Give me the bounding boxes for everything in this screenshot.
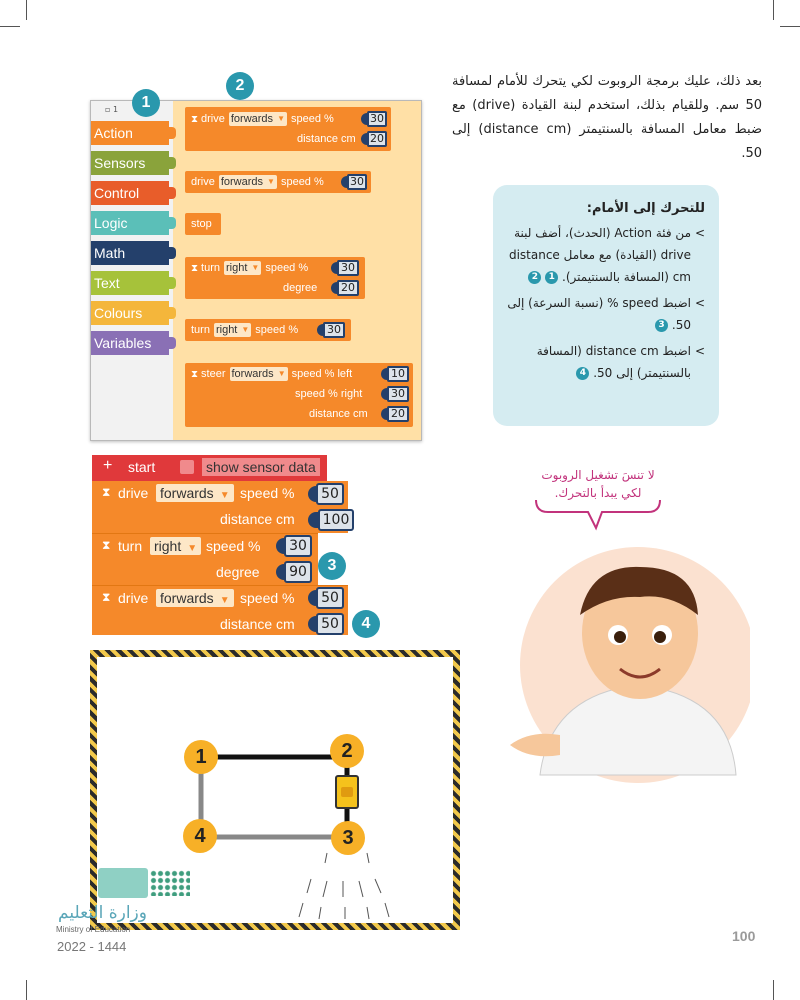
crop-mark	[773, 980, 774, 1000]
boy-illustration	[500, 545, 750, 785]
hourglass-icon: ⧗	[102, 538, 111, 552]
speed-input[interactable]: 30	[347, 174, 367, 190]
drive-label: drive	[118, 590, 149, 606]
input-socket	[308, 512, 318, 528]
speed-label: speed %	[206, 538, 261, 554]
category-text[interactable]: Text	[91, 271, 169, 295]
intro-paragraph: بعد ذلك، عليك برمجة الروبوت لكي يتحرك للأمام لمسافة 50 سم. وللقيام بذلك، استخدم لبنة القيادة (drive) مع ضبط معامل المسافة بالسنتيمتر (distance cm) إلى 50.	[452, 74, 762, 161]
waypoint-2: 2	[330, 734, 364, 768]
direction-dropdown[interactable]: forwards ▼	[156, 484, 234, 502]
right-speed-label: speed % right	[295, 388, 363, 400]
category-logic[interactable]: Logic	[91, 211, 169, 235]
direction-dropdown[interactable]: forwards ▼	[220, 176, 275, 188]
speed-input[interactable]: 30	[367, 111, 387, 127]
ministry-name-english: Ministry of Education	[56, 925, 131, 934]
speed-input[interactable]: 30	[284, 535, 312, 557]
instruction-step: > اضبط speed % (نسبة السرعة) إلى 50. 3	[507, 292, 705, 336]
robot-icon	[335, 775, 359, 809]
waypoint-3: 3	[331, 821, 365, 855]
marker-3: 3	[318, 552, 346, 580]
step-marker-1: 1	[545, 271, 558, 284]
crop-mark	[780, 26, 800, 27]
step-marker-4: 4	[576, 367, 589, 380]
palette-drive-distance-block[interactable]: ⧗ drive forwards ▼ speed % distance cm	[185, 107, 391, 151]
hourglass-icon: ⧗	[191, 368, 199, 380]
right-speed-input[interactable]: 30	[387, 386, 409, 402]
hourglass-icon: ⧗	[191, 262, 199, 274]
page-number: 100	[732, 928, 756, 944]
instruction-title: للتحرك إلى الأمام:	[586, 201, 705, 216]
sensor-checkbox[interactable]	[180, 460, 194, 474]
marker-2: 2	[226, 72, 254, 100]
hourglass-icon: ⧗	[191, 113, 199, 125]
direction-dropdown[interactable]: forwards ▼	[156, 589, 234, 607]
direction-dropdown[interactable]: forwards ▼	[230, 113, 285, 125]
category-action[interactable]: Action	[91, 121, 169, 145]
palette-drive-block[interactable]: drive forwards ▼ speed %	[185, 171, 371, 193]
palette-steer-block[interactable]: ⧗ steer forwards ▼ speed % left speed % right distance cm	[185, 363, 413, 427]
step-marker-3: 3	[655, 319, 668, 332]
edition-year: 2022 - 1444	[57, 939, 127, 954]
category-colours[interactable]: Colours	[91, 301, 169, 325]
category-math[interactable]: Math	[91, 241, 169, 265]
speed-input[interactable]: 50	[316, 483, 344, 505]
speed-input[interactable]: 30	[337, 260, 359, 276]
crop-mark	[26, 0, 27, 20]
left-speed-input[interactable]: 10	[387, 366, 409, 382]
crop-mark	[26, 980, 27, 1000]
step-marker-2: 2	[528, 271, 541, 284]
distance-label: distance cm	[220, 616, 295, 632]
instruction-step: > اضبط distance cm (المسافة بالسنتيمتر) إلى 50. 4	[507, 340, 705, 384]
distance-input[interactable]: 20	[387, 406, 409, 422]
waypoint-1: 1	[184, 740, 218, 774]
ministry-logo	[98, 864, 194, 900]
distance-input[interactable]: 100	[318, 509, 354, 531]
distance-label: distance cm	[220, 511, 295, 527]
distance-label: distance cm	[297, 133, 356, 145]
crop-mark	[773, 0, 774, 20]
category-sensors[interactable]: Sensors	[91, 151, 169, 175]
palette-turn-block[interactable]: turn right ▼ speed %	[185, 319, 351, 341]
palette-stop-block[interactable]: stop	[185, 213, 221, 235]
block-palette	[90, 100, 422, 441]
waypoint-4: 4	[183, 819, 217, 853]
speed-label: speed %	[240, 590, 295, 606]
degree-label: degree	[283, 282, 318, 294]
distance-input[interactable]: 20	[367, 131, 387, 147]
category-variables[interactable]: Variables	[91, 331, 169, 355]
hourglass-icon: ⧗	[102, 485, 111, 499]
speed-label: speed %	[240, 485, 295, 501]
marker-4: 4	[352, 610, 380, 638]
palette-index: ▫ 1	[105, 105, 119, 114]
degree-label: degree	[216, 564, 260, 580]
turn-label: turn	[118, 538, 143, 554]
ministry-name-arabic: وزارة التعليم	[58, 903, 147, 923]
degree-input[interactable]: 90	[284, 561, 312, 583]
sensor-data-label: show sensor data	[202, 458, 320, 476]
direction-dropdown[interactable]: right ▼	[215, 324, 250, 336]
start-label: start	[128, 459, 156, 475]
category-list	[91, 101, 173, 440]
distance-input[interactable]: 50	[316, 613, 344, 635]
palette-turn-degree-block[interactable]: ⧗ turn right ▼ speed % degree	[185, 257, 365, 299]
category-control[interactable]: Control	[91, 181, 169, 205]
instruction-step: > من فئة Action (الحدث)، أضف لبنة drive (القيادة) مع معامل distance cm (المسافة بالسنتيمتر). 1 2	[507, 222, 705, 288]
direction-dropdown[interactable]: right ▼	[150, 537, 201, 555]
speed-input[interactable]: 30	[323, 322, 345, 338]
instruction-box	[493, 185, 719, 426]
speed-input[interactable]: 50	[316, 587, 344, 609]
direction-dropdown[interactable]: forwards ▼	[231, 368, 286, 380]
speech-bubble-text: لا تنسَ تشغيل الروبوت لكي يبدأ بالتحرك.	[541, 468, 655, 500]
start-block[interactable]	[92, 455, 327, 481]
direction-dropdown[interactable]: right ▼	[226, 262, 260, 274]
marker-1: 1	[132, 89, 160, 117]
hourglass-icon: ⧗	[102, 590, 111, 604]
plus-icon[interactable]: +	[103, 457, 113, 474]
degree-input[interactable]: 20	[337, 280, 359, 296]
distance-label: distance cm	[309, 408, 368, 420]
crop-mark	[0, 26, 20, 27]
drive-label: drive	[118, 485, 149, 501]
